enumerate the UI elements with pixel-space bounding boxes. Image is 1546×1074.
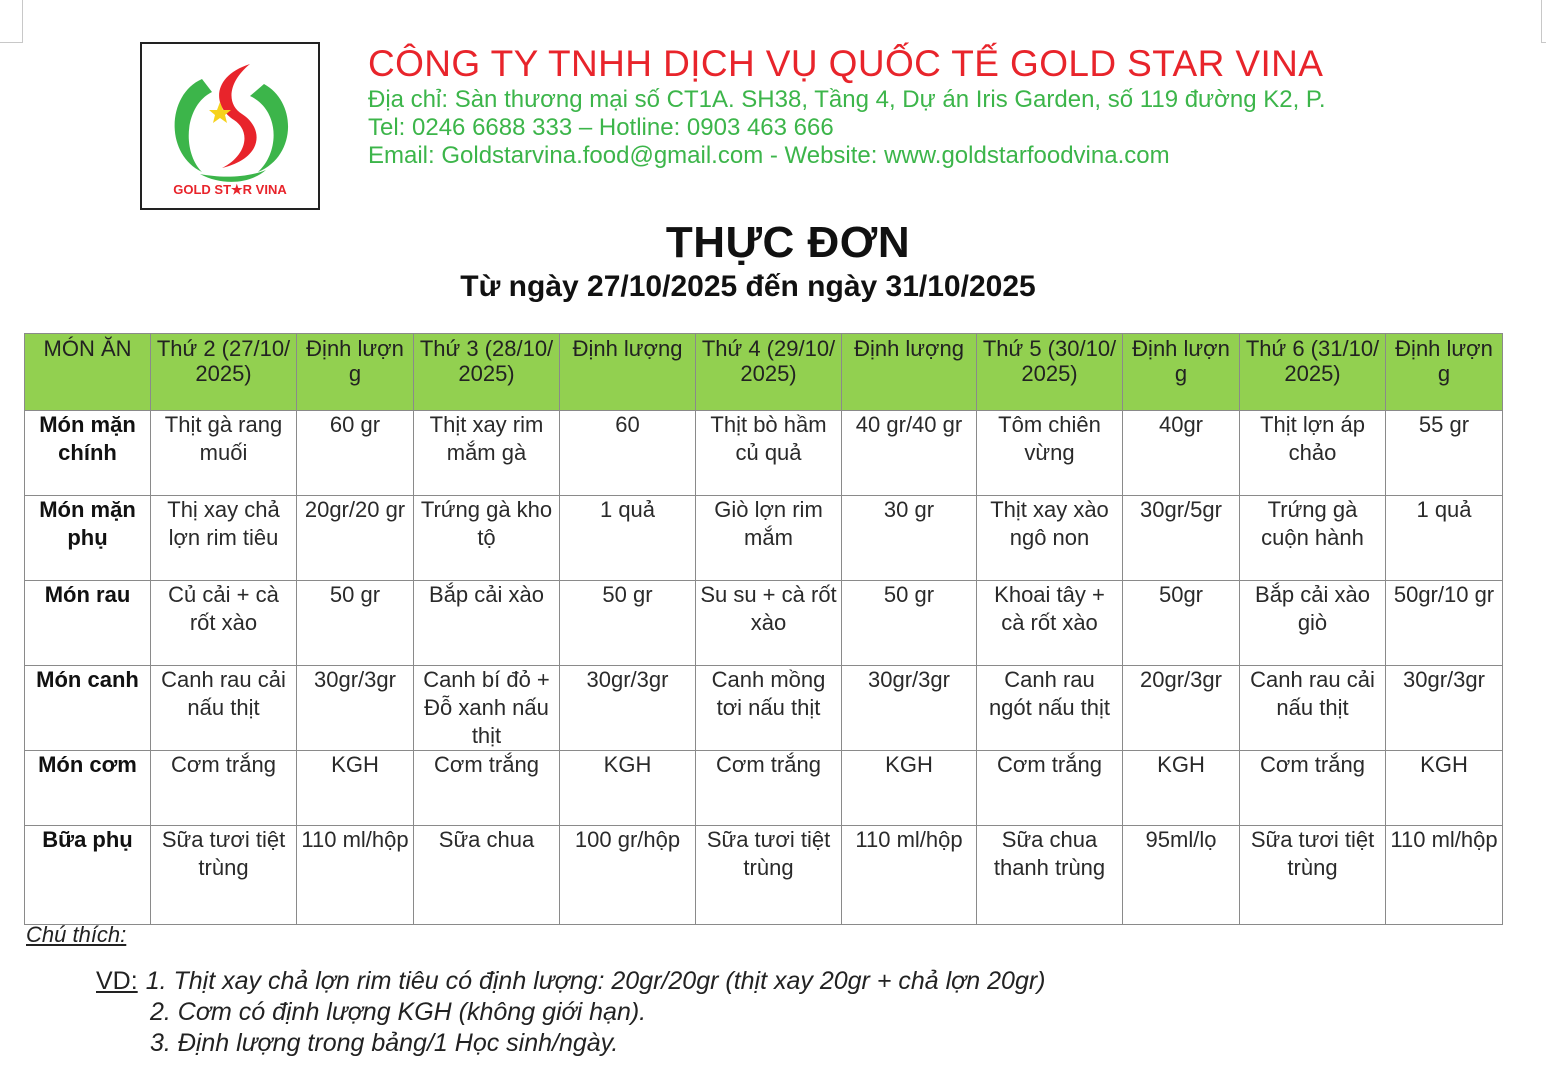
table-row xyxy=(25,496,1503,581)
table-cell: Thịt lợn áp chảo xyxy=(1240,411,1386,496)
table-cell: 20gr/20 gr xyxy=(297,496,414,581)
header-day: Thứ 5 (30/10/2025) xyxy=(977,334,1123,411)
table-cell: 110 ml/hộp xyxy=(297,826,414,925)
page-corner-mark xyxy=(0,0,23,43)
page-title: THỰC ĐƠN xyxy=(665,218,911,267)
table-cell: Canh rau ngót nấu thịt xyxy=(977,666,1123,751)
table-cell: 100 gr/hộp xyxy=(560,826,696,925)
table-cell: Cơm trắng xyxy=(414,751,560,826)
header-portion: Định lượng xyxy=(1123,334,1240,411)
table-cell: 60 xyxy=(560,411,696,496)
table-cell: 30gr/5gr xyxy=(1123,496,1240,581)
table-cell: Thị xay chả lợn rim tiêu xyxy=(151,496,297,581)
notes-label: Chú thích: xyxy=(26,922,127,947)
table-cell: 30gr/3gr xyxy=(842,666,977,751)
note-item: 1. Thịt xay chả lợn rim tiêu có định lượng: 20gr/20gr (thịt xay 20gr + chả lợn 20gr) xyxy=(145,967,1046,995)
table-header-row xyxy=(25,334,1503,411)
table-row xyxy=(25,826,1503,925)
company-phone: Tel: 0246 6688 333 – Hotline: 0903 463 666 xyxy=(368,114,834,141)
table-cell: KGH xyxy=(297,751,414,826)
table-cell: 110 ml/hộp xyxy=(842,826,977,925)
table-row xyxy=(25,751,1503,826)
header-dish: MÓN ĂN xyxy=(25,334,151,411)
table-cell: Tôm chiên vừng xyxy=(977,411,1123,496)
table-cell: KGH xyxy=(560,751,696,826)
table-cell: KGH xyxy=(1123,751,1240,826)
notes-example-list xyxy=(96,966,1046,1059)
table-cell: Cơm trắng xyxy=(696,751,842,826)
table-cell: Su su + cà rốt xào xyxy=(696,581,842,666)
note-item: 2. Cơm có định lượng KGH (không giới hạn). xyxy=(150,998,647,1026)
row-label: Bữa phụ xyxy=(25,826,151,925)
note-item: 3. Định lượng trong bảng/1 Học sinh/ngày. xyxy=(150,1029,619,1057)
row-label: Món mặn chính xyxy=(25,411,151,496)
table-cell: 1 quả xyxy=(560,496,696,581)
table-cell: 50 gr xyxy=(560,581,696,666)
table-cell: Canh rau cải nấu thịt xyxy=(151,666,297,751)
table-cell: Canh bí đỏ + Đỗ xanh nấu thịt xyxy=(414,666,560,751)
header-day: Thứ 3 (28/10/2025) xyxy=(414,334,560,411)
table-row xyxy=(25,581,1503,666)
table-cell: Cơm trắng xyxy=(151,751,297,826)
table-cell: 95ml/lọ xyxy=(1123,826,1240,925)
table-cell: 30 gr xyxy=(842,496,977,581)
table-cell: Củ cải + cà rốt xào xyxy=(151,581,297,666)
table-cell: Trứng gà cuộn hành xyxy=(1240,496,1386,581)
table-cell: Giò lợn rim mắm xyxy=(696,496,842,581)
row-label: Món cơm xyxy=(25,751,151,826)
table-cell: 50 gr xyxy=(297,581,414,666)
table-cell: 60 gr xyxy=(297,411,414,496)
table-cell: 50 gr xyxy=(842,581,977,666)
header-day: Thứ 2 (27/10/2025) xyxy=(151,334,297,411)
table-cell: 110 ml/hộp xyxy=(1386,826,1503,925)
table-cell: Thịt xay xào ngô non xyxy=(977,496,1123,581)
table-cell: Cơm trắng xyxy=(1240,751,1386,826)
table-cell: Canh mồng tơi nấu thịt xyxy=(696,666,842,751)
row-label: Món rau xyxy=(25,581,151,666)
table-cell: Khoai tây + cà rốt xào xyxy=(977,581,1123,666)
table-cell: Bắp cải xào giò xyxy=(1240,581,1386,666)
table-cell: 20gr/3gr xyxy=(1123,666,1240,751)
header-day: Thứ 6 (31/10/2025) xyxy=(1240,334,1386,411)
table-cell: 40gr xyxy=(1123,411,1240,496)
notes-heading xyxy=(26,922,126,948)
table-cell: Sữa chua xyxy=(414,826,560,925)
header-portion: Định lượng xyxy=(560,334,696,411)
page-corner-mark-right xyxy=(1541,0,1546,43)
date-range-wrap xyxy=(0,270,1546,304)
table-cell: Canh rau cải nấu thịt xyxy=(1240,666,1386,751)
company-name: CÔNG TY TNHH DỊCH VỤ QUỐC TẾ GOLD STAR VINA xyxy=(368,43,1324,84)
table-cell: 30gr/3gr xyxy=(297,666,414,751)
table-cell: KGH xyxy=(842,751,977,826)
row-label: Món canh xyxy=(25,666,151,751)
table-cell: Bắp cải xào xyxy=(414,581,560,666)
table-cell: Thịt gà rang muối xyxy=(151,411,297,496)
header-day: Thứ 4 (29/10/2025) xyxy=(696,334,842,411)
table-cell: Cơm trắng xyxy=(977,751,1123,826)
table-cell: 30gr/3gr xyxy=(1386,666,1503,751)
company-header xyxy=(368,42,1326,170)
company-logo xyxy=(140,42,320,210)
company-address: Địa chỉ: Sàn thương mại số CT1A. SH38, Tầng 4, Dự án Iris Garden, số 119 đường K2, P. xyxy=(368,86,1326,113)
table-cell: KGH xyxy=(1386,751,1503,826)
table-cell: Trứng gà kho tộ xyxy=(414,496,560,581)
example-label: VD: xyxy=(96,967,138,995)
table-cell: Thịt xay rim mắm gà xyxy=(414,411,560,496)
table-row xyxy=(25,411,1503,496)
page-title-wrap xyxy=(0,218,1546,268)
table-cell: Sữa tươi tiệt trùng xyxy=(151,826,297,925)
header-portion: Định lượng xyxy=(297,334,414,411)
menu-table xyxy=(24,333,1503,925)
table-cell: 40 gr/40 gr xyxy=(842,411,977,496)
table-cell: Sữa tươi tiệt trùng xyxy=(696,826,842,925)
table-cell: 30gr/3gr xyxy=(560,666,696,751)
row-label: Món mặn phụ xyxy=(25,496,151,581)
table-cell: Sữa chua thanh trùng xyxy=(977,826,1123,925)
logo-text: GOLD ST★R VINA xyxy=(173,182,287,197)
table-cell: Sữa tươi tiệt trùng xyxy=(1240,826,1386,925)
table-cell: 55 gr xyxy=(1386,411,1503,496)
header-portion: Định lượng xyxy=(842,334,977,411)
table-cell: 50gr/10 gr xyxy=(1386,581,1503,666)
table-cell: 1 quả xyxy=(1386,496,1503,581)
table-row xyxy=(25,666,1503,751)
table-cell: Thịt bò hầm củ quả xyxy=(696,411,842,496)
date-range: Từ ngày 27/10/2025 đến ngày 31/10/2025 xyxy=(460,270,1036,303)
table-cell: 50gr xyxy=(1123,581,1240,666)
header-portion: Định lượng xyxy=(1386,334,1503,411)
company-email: Email: Goldstarvina.food@gmail.com - Website: www.goldstarfoodvina.com xyxy=(368,142,1170,169)
